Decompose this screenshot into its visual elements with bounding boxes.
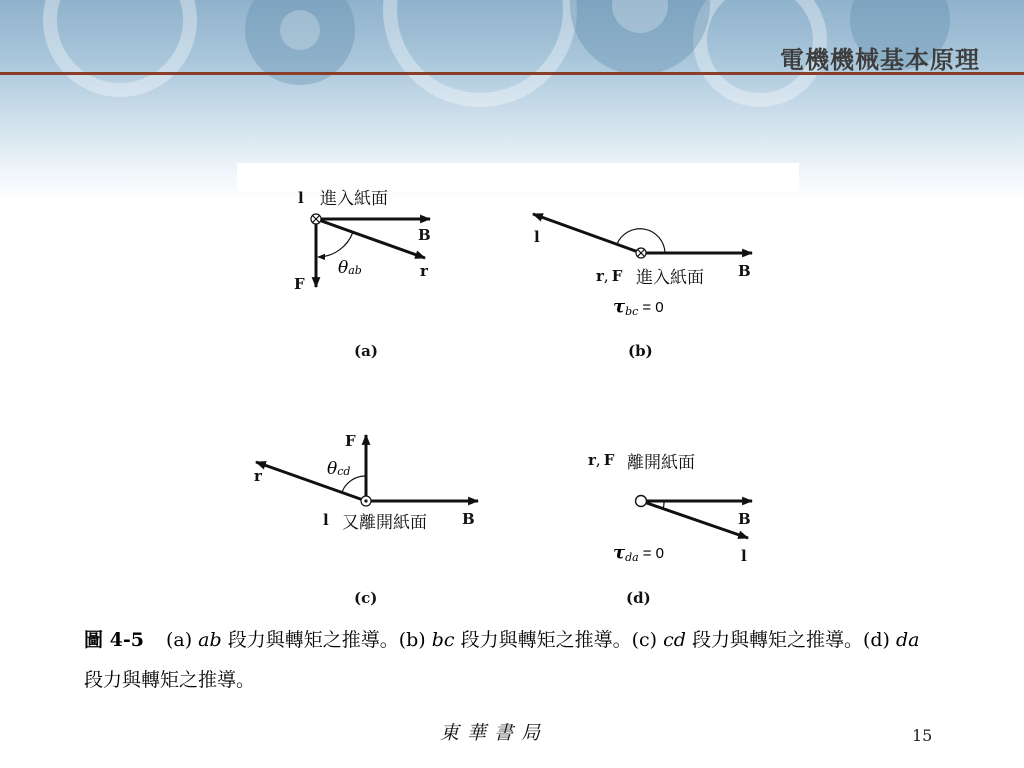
label-r: r — [420, 262, 428, 280]
label-l: l — [323, 511, 329, 529]
out-of-page-symbol — [636, 496, 647, 507]
panel-label: (d) — [626, 589, 651, 607]
label-l: l — [741, 547, 747, 565]
label-B: B — [462, 510, 475, 528]
vector-l — [641, 501, 748, 538]
label-into-page: 進入紙面 — [636, 268, 704, 288]
out-of-page-symbol — [361, 496, 371, 506]
caption-part: 段力與轉矩之推導。(d) — [685, 629, 896, 651]
caption-segment: ab — [198, 629, 222, 651]
label-out-of-page: 又離開紙面 — [342, 513, 427, 533]
panel-d — [588, 451, 752, 607]
label-r-F: r, F — [588, 451, 615, 469]
figure-number: 圖 4-5 — [84, 629, 144, 651]
caption-segment: bc — [431, 629, 455, 651]
label-theta: θab — [338, 258, 362, 278]
panel-a — [294, 189, 431, 360]
panel-label: (a) — [354, 342, 378, 360]
into-page-symbol — [636, 248, 646, 258]
page-number: 15 — [912, 726, 933, 745]
caption-part: 段力與轉矩之推導。 — [84, 669, 256, 691]
label-torque: τda = 0 — [613, 542, 665, 564]
angle-arc — [342, 476, 366, 492]
caption-part: 段力與轉矩之推導。(b) — [221, 629, 432, 651]
caption-segment: da — [895, 629, 920, 651]
label-B: B — [738, 510, 751, 528]
panel-b — [533, 214, 752, 360]
label-l: l — [534, 228, 540, 246]
label-out-of-page: 離開紙面 — [627, 453, 695, 473]
publisher-name: 東華書局 — [440, 722, 549, 744]
label-l: l — [298, 189, 304, 207]
caption-segment: cd — [663, 629, 686, 651]
label-B: B — [738, 262, 751, 280]
panel-label: (c) — [354, 589, 378, 607]
panel-label: (b) — [628, 342, 653, 360]
panel-c — [254, 432, 478, 607]
figure-caption — [84, 620, 944, 700]
label-F: F — [294, 275, 305, 293]
label-r: r — [254, 467, 262, 485]
label-F: F — [345, 432, 356, 450]
label-torque: τbc = 0 — [613, 296, 664, 318]
caption-part: 段力與轉矩之推導。(c) — [454, 629, 664, 651]
caption-part: (a) — [165, 629, 199, 651]
into-page-symbol — [311, 214, 321, 224]
label-B: B — [418, 226, 431, 244]
label-theta: θcd — [327, 459, 351, 479]
label-into-page: 進入紙面 — [320, 189, 388, 209]
vector-r — [316, 219, 425, 258]
book-title: 電機機械基本原理 — [780, 46, 980, 74]
angle-arc — [318, 232, 353, 257]
label-r-F: r, F — [596, 267, 623, 285]
